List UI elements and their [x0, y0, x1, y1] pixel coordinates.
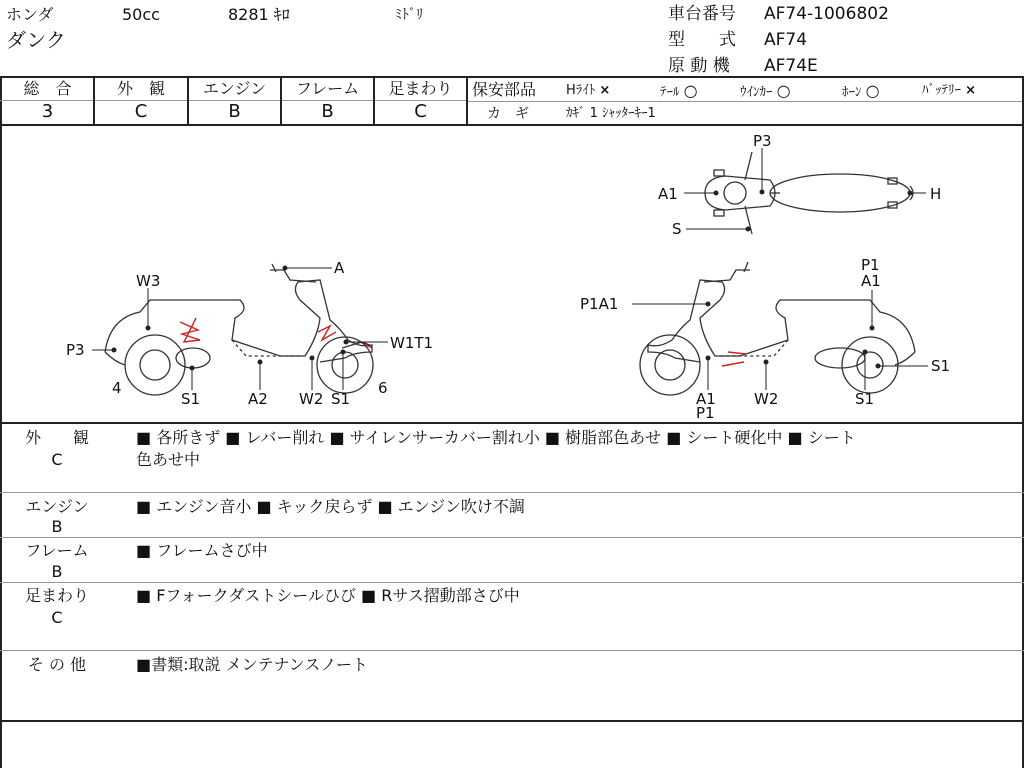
label-left-a: A: [334, 259, 345, 277]
safety-item-mark: ×: [599, 83, 611, 98]
remarks-divider-2: [0, 537, 1024, 538]
label-right-s1: S1: [931, 357, 951, 375]
remark-grade-exterior: C: [51, 450, 63, 469]
safety-item-name: ﾃｰﾙ: [660, 85, 680, 100]
grade-engine-value: B: [228, 101, 241, 122]
label-left-w3: W3: [136, 272, 161, 290]
displacement: 50cc: [122, 5, 160, 24]
damage-mark-panel: [318, 326, 336, 340]
label-right-a1b: A1: [696, 390, 716, 408]
label-left-w1t1: W1T1: [390, 334, 434, 352]
color-name: ﾐﾄﾞﾘ: [395, 7, 423, 23]
label-right-p1: P1: [861, 256, 880, 274]
safety-item-winker: [740, 81, 791, 103]
remark-grade-suspension: C: [51, 608, 63, 627]
label-top-s: S: [672, 220, 682, 238]
label-left-4: 4: [112, 379, 122, 397]
label-top-a1: A1: [658, 185, 678, 203]
model-name: ダンク: [6, 28, 66, 52]
remark-grade-frame: B: [51, 562, 63, 581]
grade-overall-label: 総 合: [23, 79, 72, 98]
label-left-p3: P3: [66, 341, 85, 359]
damage-mark-right-floor: [722, 352, 746, 366]
remark-text-suspension: ■ Fフォークダストシールひび ■ Rサス摺動部さび中: [136, 586, 520, 605]
remark-text-engine: ■ エンジン音小 ■ キック戻らず ■ エンジン吹け不調: [136, 497, 525, 516]
label-left-a2: A2: [248, 390, 268, 408]
remark-label-suspension: 足まわり: [24, 586, 89, 605]
damage-marks: [180, 318, 746, 366]
safety-parts-label: 保安部品: [472, 80, 537, 99]
maker-name: ホンダ: [6, 5, 54, 24]
grade-suspension-value: C: [414, 101, 427, 122]
label-right-p1a1: P1A1: [580, 295, 619, 313]
grade-table-top-border: [0, 76, 1024, 78]
remarks-divider-4: [0, 650, 1024, 651]
remarks-divider-1: [0, 492, 1024, 493]
scooter-top-view: [705, 152, 913, 234]
safety-item-tail: [660, 81, 698, 103]
frame-no-label: 車台番号: [668, 4, 736, 24]
engine-no-label: 原 動 機: [668, 56, 730, 76]
grade-exterior-label: 外 観: [116, 79, 165, 98]
mileage: 8281 ｷﾛ: [228, 5, 290, 24]
grade-divider-5: [466, 76, 468, 126]
safety-item-battery: [922, 81, 976, 101]
label-right-p1b: P1: [696, 404, 715, 422]
remark-label-engine: エンジン: [25, 497, 89, 516]
safety-item-mark: ○: [683, 81, 698, 100]
remark-text-exterior-line2: 色あせ中: [136, 450, 201, 469]
safety-item-name: ｳｲﾝｶｰ: [740, 85, 773, 100]
safety-item-mark: ○: [865, 81, 880, 100]
label-top-p3: P3: [753, 132, 772, 150]
label-right-a1: A1: [861, 272, 881, 290]
label-left-w2: W2: [299, 390, 324, 408]
label-left-6: 6: [378, 379, 388, 397]
remark-text-exterior: ■ 各所きず ■ レバー削れ ■ サイレンサーカバー割れ小 ■ 樹脂部色あせ ■ シート硬化中 ■ シート: [136, 428, 856, 447]
remarks-divider-3: [0, 582, 1024, 583]
grade-engine-label: エンジン: [202, 79, 267, 98]
remark-label-frame: フレーム: [25, 541, 89, 560]
grade-suspension-label: 足まわり: [388, 79, 453, 98]
key-label: カ ギ: [487, 106, 529, 122]
label-left-s1b: S1: [331, 390, 351, 408]
safety-item-name: Hﾗｲﾄ: [566, 83, 596, 98]
safety-item-horn: [842, 81, 880, 103]
safety-item-name: ﾊﾞｯﾃﾘｰ: [922, 83, 961, 98]
grade-frame-label: フレーム: [295, 79, 360, 98]
remark-label-other: そ の 他: [27, 655, 87, 674]
remark-grade-engine: B: [51, 517, 63, 536]
remark-text-frame: ■ フレームさび中: [136, 541, 268, 560]
safety-item-mark: ×: [965, 83, 977, 98]
type-label: 型 式: [668, 30, 736, 50]
grade-frame-value: B: [321, 101, 334, 122]
engine-no: AF74E: [764, 56, 818, 76]
remarks-top-border: [0, 422, 1024, 424]
label-right-w2: W2: [754, 390, 779, 408]
type-value: AF74: [764, 30, 808, 50]
remarks-bottom-border: [0, 720, 1024, 722]
grade-overall-value: 3: [41, 101, 54, 122]
damage-mark-seat: [180, 318, 200, 342]
label-left-s1: S1: [181, 390, 201, 408]
leader-lines: [92, 148, 928, 390]
remark-text-other: ■書類:取説 メンテナンスノート: [136, 655, 368, 674]
label-top-h: H: [930, 185, 942, 203]
remark-label-exterior: 外 観: [24, 428, 89, 447]
label-right-s1b: S1: [855, 390, 875, 408]
safety-item-name: ﾎｰﾝ: [842, 85, 862, 100]
grade-exterior-value: C: [134, 101, 148, 122]
scooter-diagram: [0, 126, 1024, 422]
frame-no: AF74-1006802: [764, 4, 889, 24]
safety-item-headlight: [566, 81, 610, 101]
safety-item-mark: ○: [776, 81, 791, 100]
key-value: ｶｷﾞ 1 ｼｬｯﾀｰｷｰ1: [566, 106, 656, 121]
